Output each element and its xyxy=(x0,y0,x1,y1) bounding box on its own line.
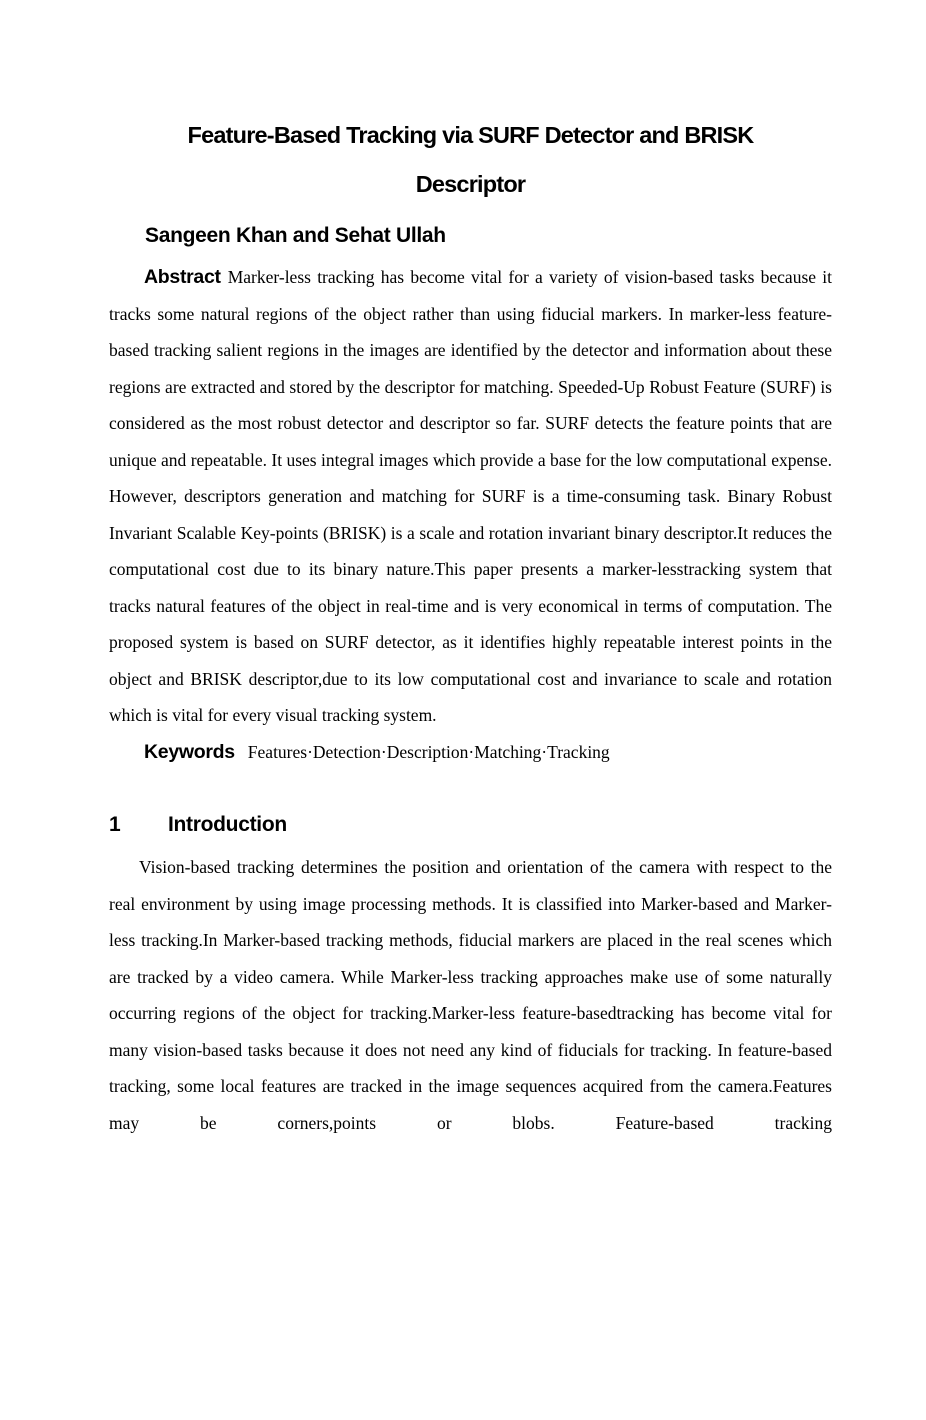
section-1-number: 1 xyxy=(109,813,121,836)
keywords-label: Keywords xyxy=(144,740,235,763)
paper-title-line2: Descriptor xyxy=(415,171,526,197)
introduction-paragraph: Vision-based tracking determines the position and orientation of the camera with respect to the real environment by using image processing methods. It is classified into Marker-based and Marker-less tracking.In Marker-based tracking methods, fiducial markers are placed in the real scenes which are tracked by a video camera. While Marker-less tracking approaches make use of some naturally occurring regions of the object for tracking.Marker-less feature-basedtracking has become vital for many vision-based tasks because it does not need any kind of fiducials for tracking. In feature-based tracking, some local features are tracked in the image sequences acquired from the camera.Features may be corners,points or blobs. Feature-based tracking xyxy=(109,857,832,1133)
paper-title xyxy=(109,111,832,209)
section-1-title: Introduction xyxy=(168,813,287,836)
keywords-line xyxy=(109,734,832,771)
section-1-heading xyxy=(109,811,832,838)
abstract-paragraph xyxy=(109,259,832,734)
paper-title-line1: Feature-Based Tracking via SURF Detector and BRISK xyxy=(187,122,754,148)
authors-line: Sangeen Khan and Sehat Ullah xyxy=(145,224,446,247)
keywords-text: Features·Detection·Description·Matching·Tracking xyxy=(247,741,610,762)
paper-page xyxy=(0,111,926,1420)
abstract-text: Marker-less tracking has become vital for a variety of vision-based tasks because it tracks some natural regions of the object rather than using fiducial markers. In marker-less feature-based tracking salient regions in the images are identified by the detector and information about these regions are extracted and stored by the descriptor for matching. Speeded-Up Robust Feature (SURF) is considered as the most robust detector and descriptor so far. SURF detects the feature points that are unique and repeatable. It uses integral images which provide a base for the low computational expense. However, descriptors generation and matching for SURF is a time-consuming task. Binary Robust Invariant Scalable Key-points (BRISK) is a scale and rotation invariant binary descriptor.It reduces the computational cost due to its binary nature.This paper presents a marker-lesstracking system that tracks natural features of the object in real-time and is very economical in terms of computation. The proposed system is based on SURF detector, as it identifies highly repeatable interest points in the object and BRISK descriptor,due to its low computational cost and invariance to scale and rotation which is vital for every visual tracking system. xyxy=(109,267,832,725)
abstract-label: Abstract xyxy=(144,266,221,288)
